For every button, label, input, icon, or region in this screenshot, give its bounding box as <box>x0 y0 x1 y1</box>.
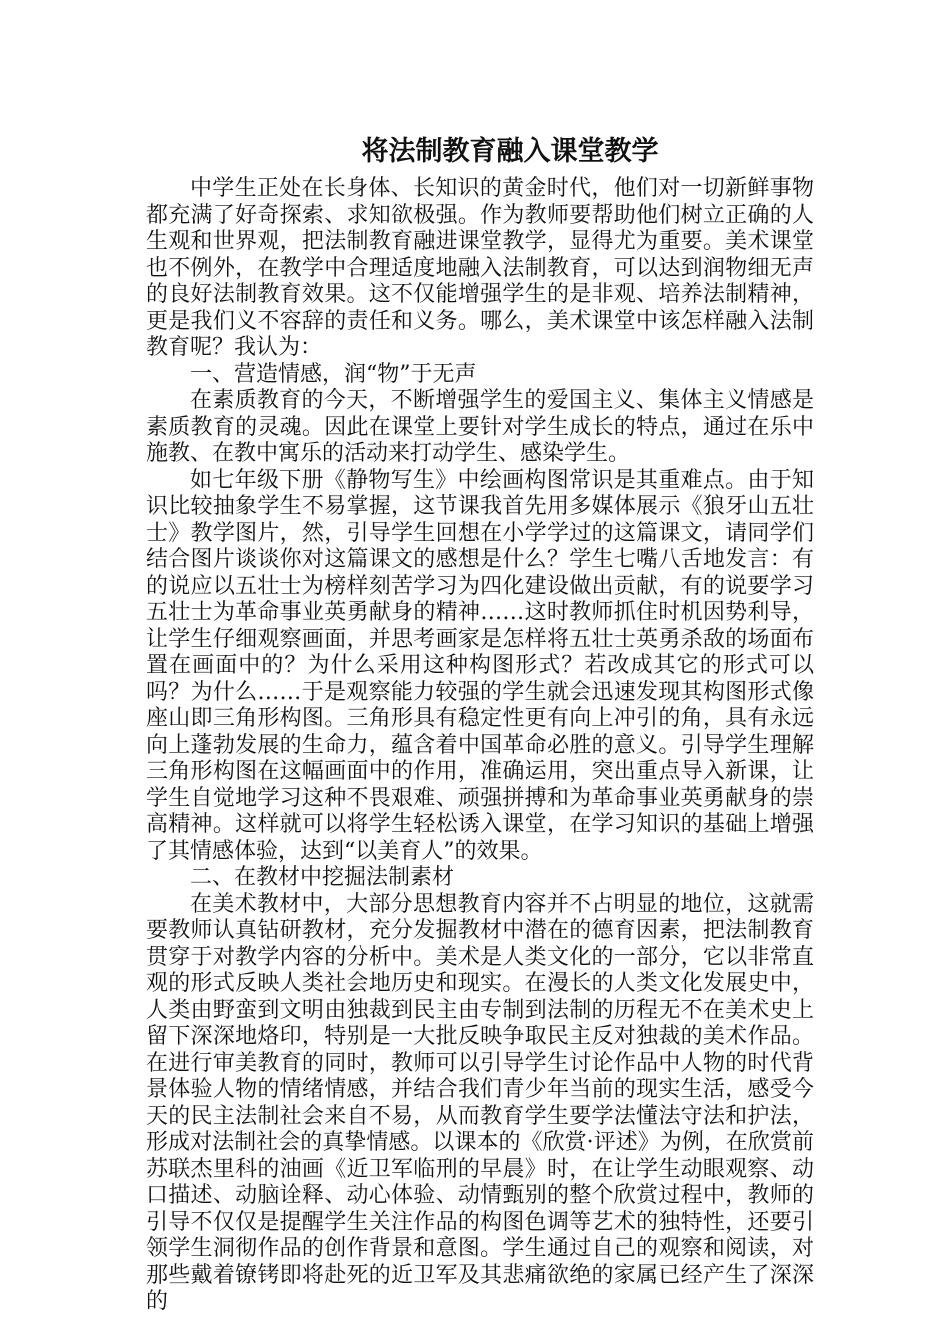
document-body <box>146 132 814 1316</box>
paragraph-section-1-b: 如七年级下册《静物写生》中绘画构图常识是其重难点。由于知识比较抽象学生不易掌握，这节课我首先用多媒体展示《狼牙山五壮士》教学图片，然，引导学生回想在小学学过的这篇课文，请同学们结合图片谈谈你对这篇课文的感想是什么？学生七嘴八舌地发言：有的说应以五壮士为榜样刻苦学习为四化建设做出贡献，有的说要学习五壮士为革命事业英勇献身的精神……这时教师抓住时机因势利导，让学生仔细观察画面，并思考画家是怎样将五壮士英勇杀敌的场面布置在画面中的？为什么采用这种构图形式？若改成其它的形式可以吗？为什么……于是观察能力较强的学生就会迅速发现其构图形式像座山即三角形构图。三角形具有稳定性更有向上冲引的角，具有永远向上蓬勃发展的生命力，蕴含着中国革命必胜的意义。引导学生理解三角形构图在这幅画面中的作用，准确运用，突出重点导入新课，让学生自觉地学习这种不畏艰难、顽强拼搏和为革命事业英勇献身的崇高精神。这样就可以将学生轻松诱入课堂，在学习知识的基础上增强了其情感体验，达到“以美育人”的效果。 <box>146 467 814 864</box>
section-heading-2: 二、在教材中挖掘法制素材 <box>190 865 455 890</box>
document-title: 将法制教育融入课堂教学 <box>361 136 659 167</box>
paragraph-section-1-a: 在素质教育的今天，不断增强学生的爱国主义、集体主义情感是素质教育的灵魂。因此在课堂上要针对学生成长的特点，通过在乐中施教、在教中寓乐的活动来打动学生、感染学生。 <box>146 388 814 466</box>
paragraph-intro: 中学生正处在长身体、长知识的黄金时代，他们对一切新鲜事物都充满了好奇探索、求知欲极强。作为教师要帮助他们树立正确的人生观和世界观，把法制教育融进课堂教学，显得尤为重要。美术课堂也不例外，在教学中合理适度地融入法制教育，可以达到润物细无声的良好法制教育效果。这不仅能增强学生的是非观、培养法制精神，更是我们义不容辞的责任和义务。哪么，美术课堂中该怎样融入法制教育呢？我认为： <box>146 176 814 360</box>
section-heading-1: 一、营造情感，润“物”于无声 <box>190 361 477 387</box>
paragraph-section-2-a: 在美术教材中，大部分思想教育内容并不占明显的地位，这就需要教师认真钻研教材，充分发掘教材中潜在的德育因素，把法制教育贯穿于对教学内容的分析中。美术是人类文化的一部分，它以非常直观的形式反映人类社会地历史和现实。在漫长的人类文化发展史中，人类由野蛮到文明由独裁到民主由专制到法制的历程无不在美术史上留下深深地烙印，特别是一大批反映争取民主反对独裁的美术作品。在进行审美教育的同时，教师可以引导学生讨论作品中人物的时代背景体验人物的情绪情感，并结合我们青少年当前的现实生活，感受今天的民主法制社会来自不易，从而教育学生要学法懂法守法和护法，形成对法制社会的真挚情感。以课本的《欣赏·评述》为例，在欣赏前苏联杰里科的油画《近卫军临刑的早晨》时，在让学生动眼观察、动口描述、动脑诠释、动心体验、动情甄别的整个欣赏过程中，教师的引导不仅仅是提醒学生关注作品的构图色调等艺术的独特性，还要引领学生洞彻作品的创作背景和意图。学生通过自己的观察和阅读，对那些戴着镣铐即将赴死的近卫军及其悲痛欲绝的家属已经产生了深深的 <box>146 891 814 1314</box>
